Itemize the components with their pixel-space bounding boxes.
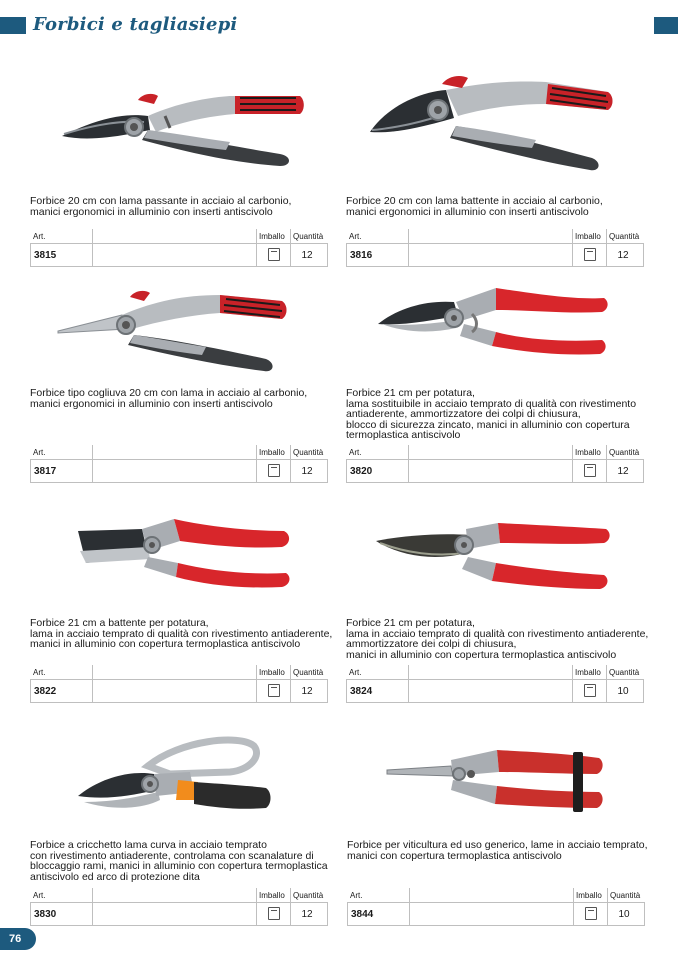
quantity-value: 12 (617, 250, 629, 261)
package-icon (584, 684, 596, 697)
product-description: Forbice tipo cogliuva 20 cm con lama in acciaio al carbonio, manici ergonomici in alluminio con inserti antiscivolo (30, 387, 308, 410)
package-icon (268, 684, 280, 697)
header-accent-bar-right (654, 17, 678, 34)
package-icon (268, 464, 280, 477)
quantity-value: 12 (617, 466, 629, 477)
package-icon (268, 907, 280, 920)
page-number: 76 (9, 933, 22, 945)
product-image-pruner-red-2 (346, 505, 646, 605)
col-imballo-label: Imballo (576, 891, 602, 900)
col-imballo-label: Imballo (259, 232, 285, 241)
spec-table (30, 665, 327, 703)
col-art-label: Art. (350, 891, 363, 900)
col-imballo-label: Imballo (575, 448, 601, 457)
col-quantita-label: Quantità (293, 232, 324, 241)
package-icon (268, 248, 280, 261)
spec-table (346, 229, 643, 267)
product-image-vine-snips (347, 730, 647, 835)
spec-table (30, 229, 327, 267)
product-image-ratchet-pruner (30, 730, 330, 835)
col-art-label: Art. (33, 668, 46, 677)
product-description: Forbice 20 cm con lama battente in acciaio al carbonio, manici ergonomici in alluminio con inserti antiscivolo (346, 195, 603, 218)
art-code: 3822 (34, 686, 57, 697)
quantity-value: 10 (618, 909, 630, 920)
col-art-label: Art. (349, 232, 362, 241)
product-image-pruner-red (346, 280, 646, 380)
art-code: 3816 (350, 250, 373, 261)
col-imballo-label: Imballo (259, 891, 285, 900)
col-quantita-label: Quantità (609, 232, 640, 241)
col-art-label: Art. (33, 891, 46, 900)
art-code: 3824 (350, 686, 373, 697)
art-code: 3815 (34, 250, 57, 261)
col-art-label: Art. (33, 448, 46, 457)
page-title: Forbici e tagliasiepi (33, 14, 238, 35)
art-code: 3844 (351, 909, 374, 920)
header-accent-bar (0, 17, 26, 34)
package-icon (584, 464, 596, 477)
spec-table (30, 888, 327, 926)
quantity-value: 12 (301, 909, 313, 920)
quantity-value: 10 (617, 686, 629, 697)
quantity-value: 12 (301, 686, 313, 697)
col-quantita-label: Quantità (293, 448, 324, 457)
product-description: Forbice per viticultura ed uso generico, lame in acciaio temprato, manici con copertura termoplastica antiscivolo (347, 839, 648, 862)
product-image-anvil-pruner-red (30, 505, 330, 605)
col-art-label: Art. (349, 448, 362, 457)
product-image-bypass-pruner (30, 70, 330, 180)
spec-table (346, 445, 643, 483)
package-icon (584, 248, 596, 261)
art-code: 3820 (350, 466, 373, 477)
package-icon (585, 907, 597, 920)
col-quantita-label: Quantità (293, 668, 324, 677)
product-description: Forbice a cricchetto lama curva in acciaio temprato con rivestimento antiaderente, controlama con scanalature di bloccaggio rami, manici in alluminio con copertura termoplastica antiscivolo ed arco di protezione dita (30, 839, 328, 883)
col-quantita-label: Quantità (609, 448, 640, 457)
art-code: 3830 (34, 909, 57, 920)
product-description: Forbice 21 cm per potatura, lama sostituibile in acciaio temprato di qualità con rivestimento antiaderente, ammortizzatore dei colpi di chiusura, blocco di sicurezza zincato, manici in alluminio con copertura termoplastica antiscivolo (346, 387, 637, 441)
art-code: 3817 (34, 466, 57, 477)
product-description: Forbice 20 cm con lama passante in acciaio al carbonio, manici ergonomici in alluminio con inserti antiscivolo (30, 195, 292, 218)
col-art-label: Art. (349, 668, 362, 677)
spec-table (346, 665, 643, 703)
product-description: Forbice 21 cm a battente per potatura, lama in acciaio temprato di qualità con rivestimento antiaderente, manici in alluminio con copertura termoplastica antiscivolo (30, 617, 333, 650)
col-quantita-label: Quantità (609, 668, 640, 677)
spec-table (347, 888, 644, 926)
product-description: Forbice 21 cm per potatura, lama in acciaio temprato di qualità con rivestimento antiaderente, ammortizzatore dei colpi di chiusura, manici in alluminio con copertura termoplastica antiscivolo (346, 617, 649, 661)
col-imballo-label: Imballo (259, 448, 285, 457)
col-art-label: Art. (33, 232, 46, 241)
col-quantita-label: Quantità (293, 891, 324, 900)
spec-table (30, 445, 327, 483)
quantity-value: 12 (301, 466, 313, 477)
col-imballo-label: Imballo (259, 668, 285, 677)
product-image-grape-shears (30, 285, 330, 380)
col-imballo-label: Imballo (575, 668, 601, 677)
col-imballo-label: Imballo (575, 232, 601, 241)
col-quantita-label: Quantità (610, 891, 641, 900)
product-image-anvil-pruner (346, 70, 646, 180)
quantity-value: 12 (301, 250, 313, 261)
